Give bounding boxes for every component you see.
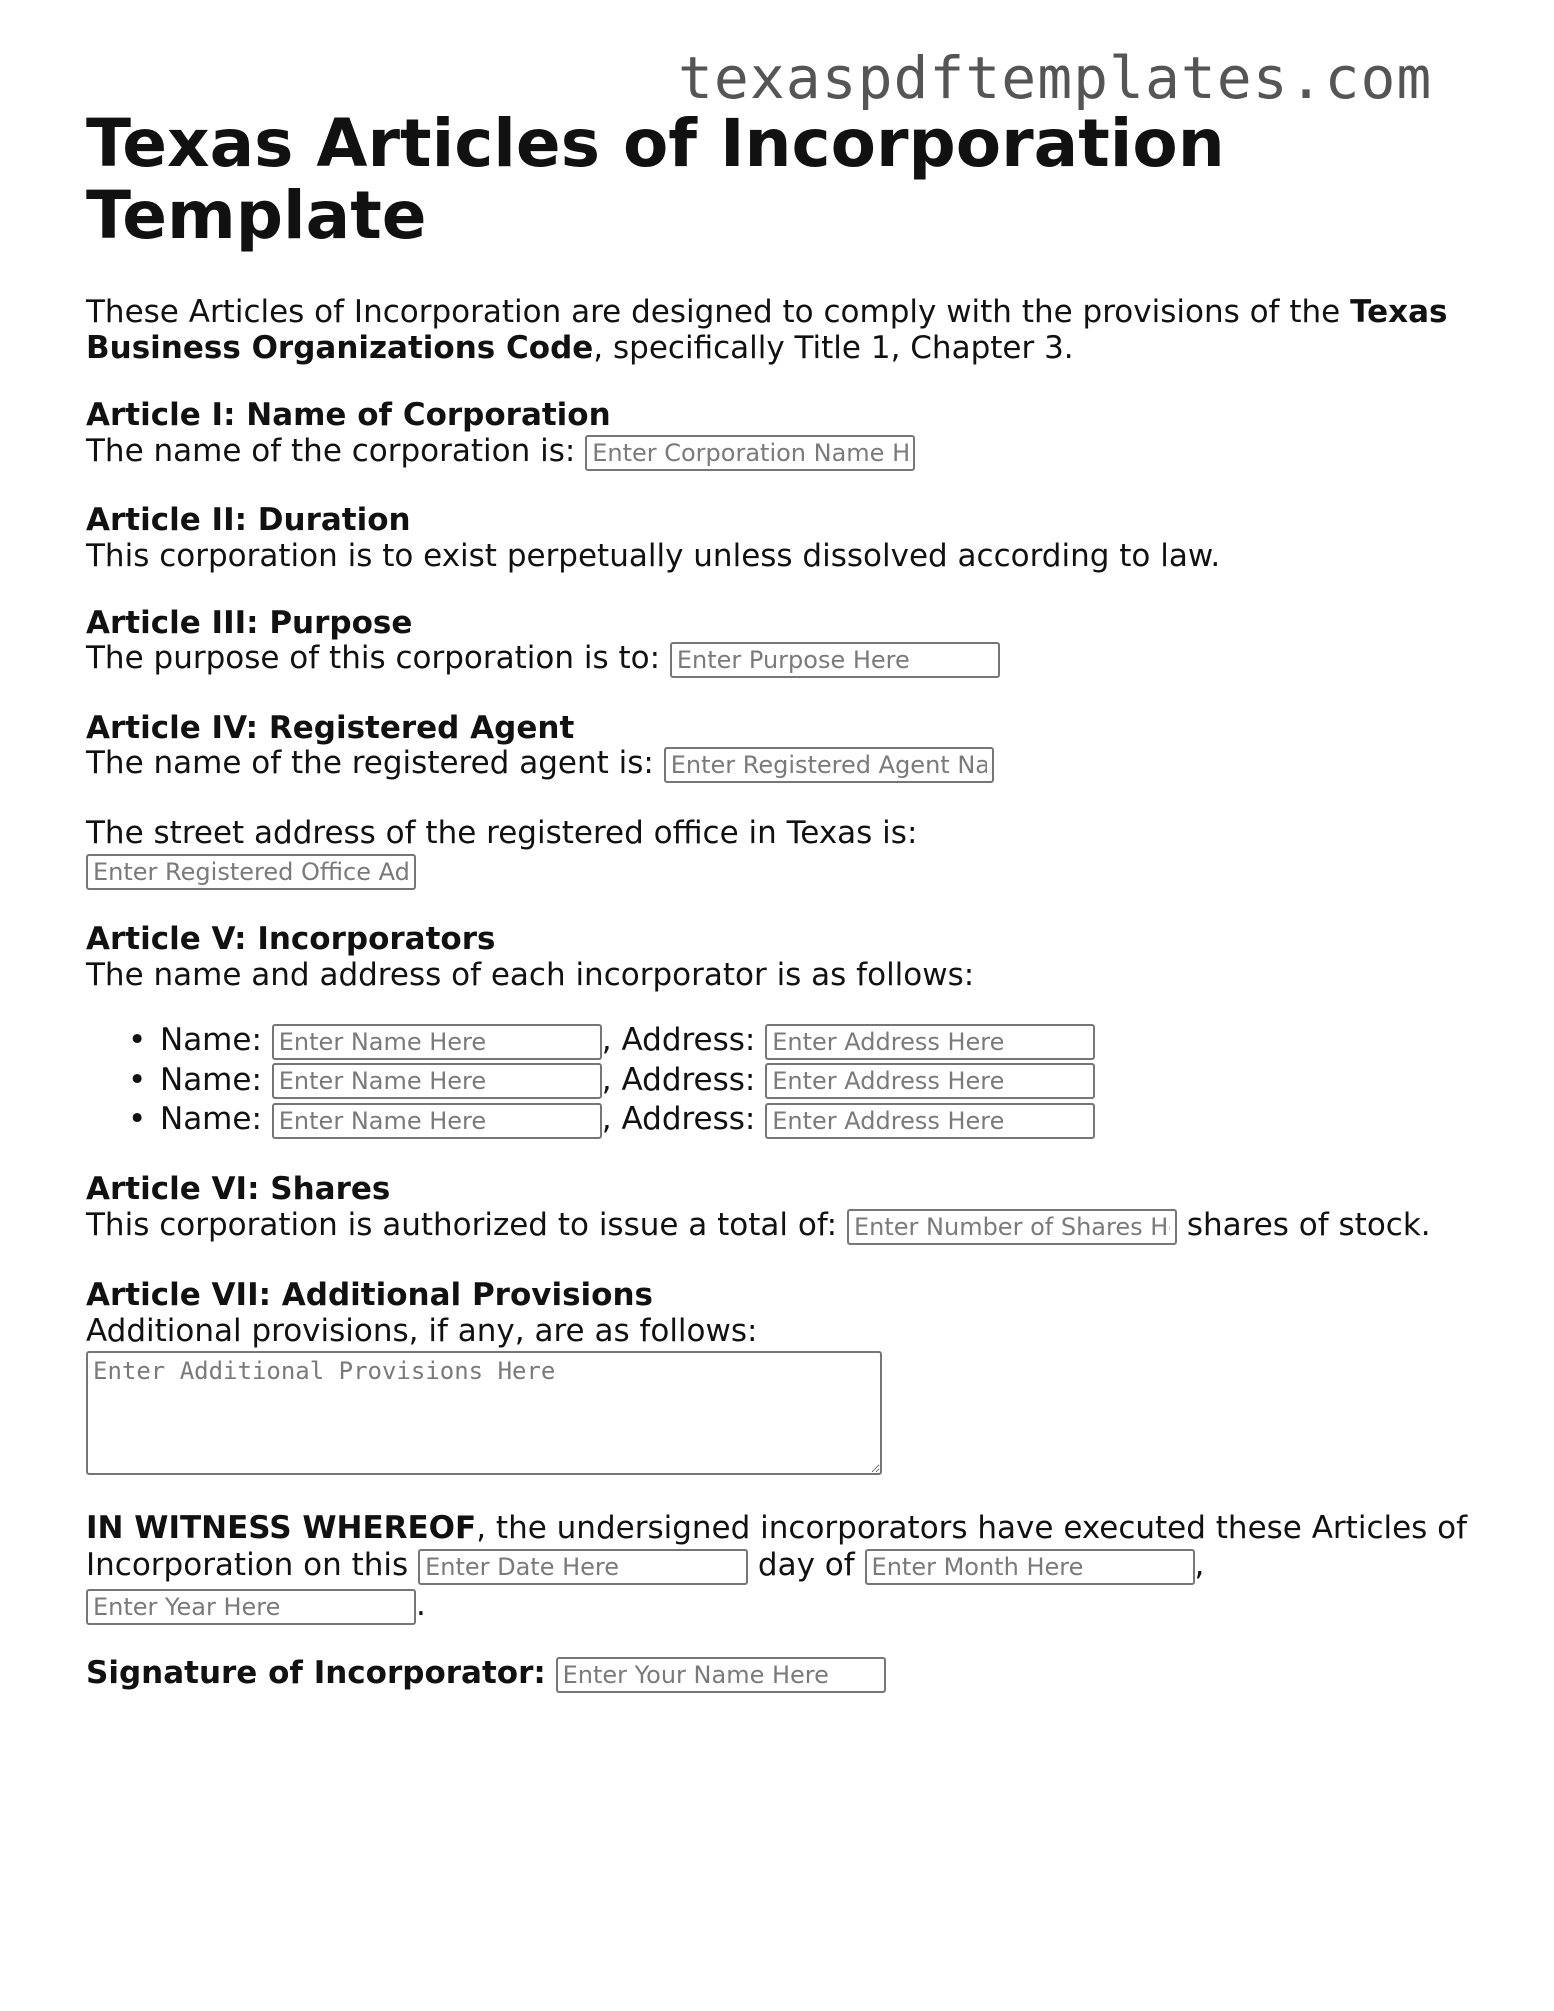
article-1-heading: Article I: Name of Corporation xyxy=(86,397,611,433)
article-3-label: The purpose of this corporation is to: xyxy=(86,640,661,676)
article-7-label: Additional provisions, if any, are as follows: xyxy=(86,1313,758,1349)
address-label: , Address: xyxy=(601,1022,756,1058)
month-input[interactable] xyxy=(865,1549,1195,1585)
purpose-input[interactable] xyxy=(670,642,1000,678)
registered-agent-label: The name of the registered agent is: xyxy=(86,745,654,781)
corporation-name-input[interactable] xyxy=(585,435,915,471)
witness-text-1: , the undersigned incorporators have executed these Articles of xyxy=(476,1510,1468,1546)
address-label: , Address: xyxy=(601,1101,756,1137)
address-label: , Address: xyxy=(601,1061,756,1098)
intro-text-before: These Articles of Incorporation are designed to comply with the provisions of the xyxy=(86,294,1351,330)
article-7-heading: Article VII: Additional Provisions xyxy=(86,1277,653,1313)
date-input[interactable] xyxy=(418,1549,748,1585)
witness-line-1 xyxy=(86,1510,1467,1546)
name-label: Name: xyxy=(160,1101,262,1137)
incorporator-2-name-input[interactable] xyxy=(272,1063,602,1099)
additional-provisions-textarea[interactable] xyxy=(86,1351,882,1475)
name-label: Name: xyxy=(160,1022,262,1058)
witness-line-3 xyxy=(86,1587,426,1625)
article-4-heading: Article IV: Registered Agent xyxy=(86,710,575,746)
intro-text-after: , specifically Title 1, Chapter 3. xyxy=(593,330,1074,366)
shares-suffix: shares of stock. xyxy=(1186,1207,1431,1243)
comma-text: , xyxy=(1194,1547,1205,1583)
article-2-heading: Article II: Duration xyxy=(86,502,411,538)
signature-input[interactable] xyxy=(556,1657,886,1693)
bullet-icon: • xyxy=(128,1061,147,1098)
article-5-text: The name and address of each incorporator is as follows: xyxy=(86,957,975,993)
incorporator-1-address-input[interactable] xyxy=(765,1024,1095,1060)
witness-text-2: Incorporation on this xyxy=(86,1547,409,1583)
witness-line-2 xyxy=(86,1547,1204,1585)
year-input[interactable] xyxy=(86,1589,416,1625)
shares-label: This corporation is authorized to issue a total of: xyxy=(86,1207,838,1243)
incorporator-3-name-input[interactable] xyxy=(272,1103,602,1139)
period-text: . xyxy=(416,1587,426,1623)
incorporator-1-name-input[interactable] xyxy=(272,1024,602,1060)
article-6-heading: Article VI: Shares xyxy=(86,1171,391,1207)
shares-input[interactable] xyxy=(847,1209,1177,1245)
article-3-line xyxy=(86,640,1000,678)
article-3-heading: Article III: Purpose xyxy=(86,605,413,641)
signature-label: Signature of Incorporator: xyxy=(86,1655,546,1691)
incorporator-item-3 xyxy=(128,1100,1095,1140)
incorporator-item-2 xyxy=(128,1061,1095,1101)
incorporator-2-address-input[interactable] xyxy=(765,1063,1095,1099)
registered-office-line xyxy=(86,852,416,890)
incorporators-list xyxy=(86,1021,1095,1140)
article-1-line xyxy=(86,433,915,471)
intro-bold-code: Texas Business Organizations Code xyxy=(86,294,1448,366)
article-2-text: This corporation is to exist perpetually unless dissolved according to law. xyxy=(86,538,1221,574)
incorporator-item-1 xyxy=(128,1021,1095,1061)
day-of-text: day of xyxy=(757,1547,855,1583)
article-6-line xyxy=(86,1207,1431,1245)
bullet-icon: • xyxy=(128,1101,147,1137)
intro-paragraph xyxy=(86,294,1486,366)
article-4-agent-line xyxy=(86,745,994,783)
witness-bold: IN WITNESS WHEREOF xyxy=(86,1510,477,1546)
registered-agent-input[interactable] xyxy=(664,747,994,783)
registered-office-label: The street address of the registered office in Texas is: xyxy=(86,815,918,851)
name-label: Name: xyxy=(160,1061,262,1098)
signature-line xyxy=(86,1655,886,1693)
watermark: texaspdftemplates.com xyxy=(678,44,1433,112)
registered-office-input[interactable] xyxy=(86,854,416,890)
article-5-heading: Article V: Incorporators xyxy=(86,921,496,957)
incorporator-3-address-input[interactable] xyxy=(765,1103,1095,1139)
bullet-icon: • xyxy=(128,1022,147,1058)
article-1-label: The name of the corporation is: xyxy=(86,433,576,469)
page-title: Texas Articles of Incorporation Template xyxy=(86,105,1225,254)
